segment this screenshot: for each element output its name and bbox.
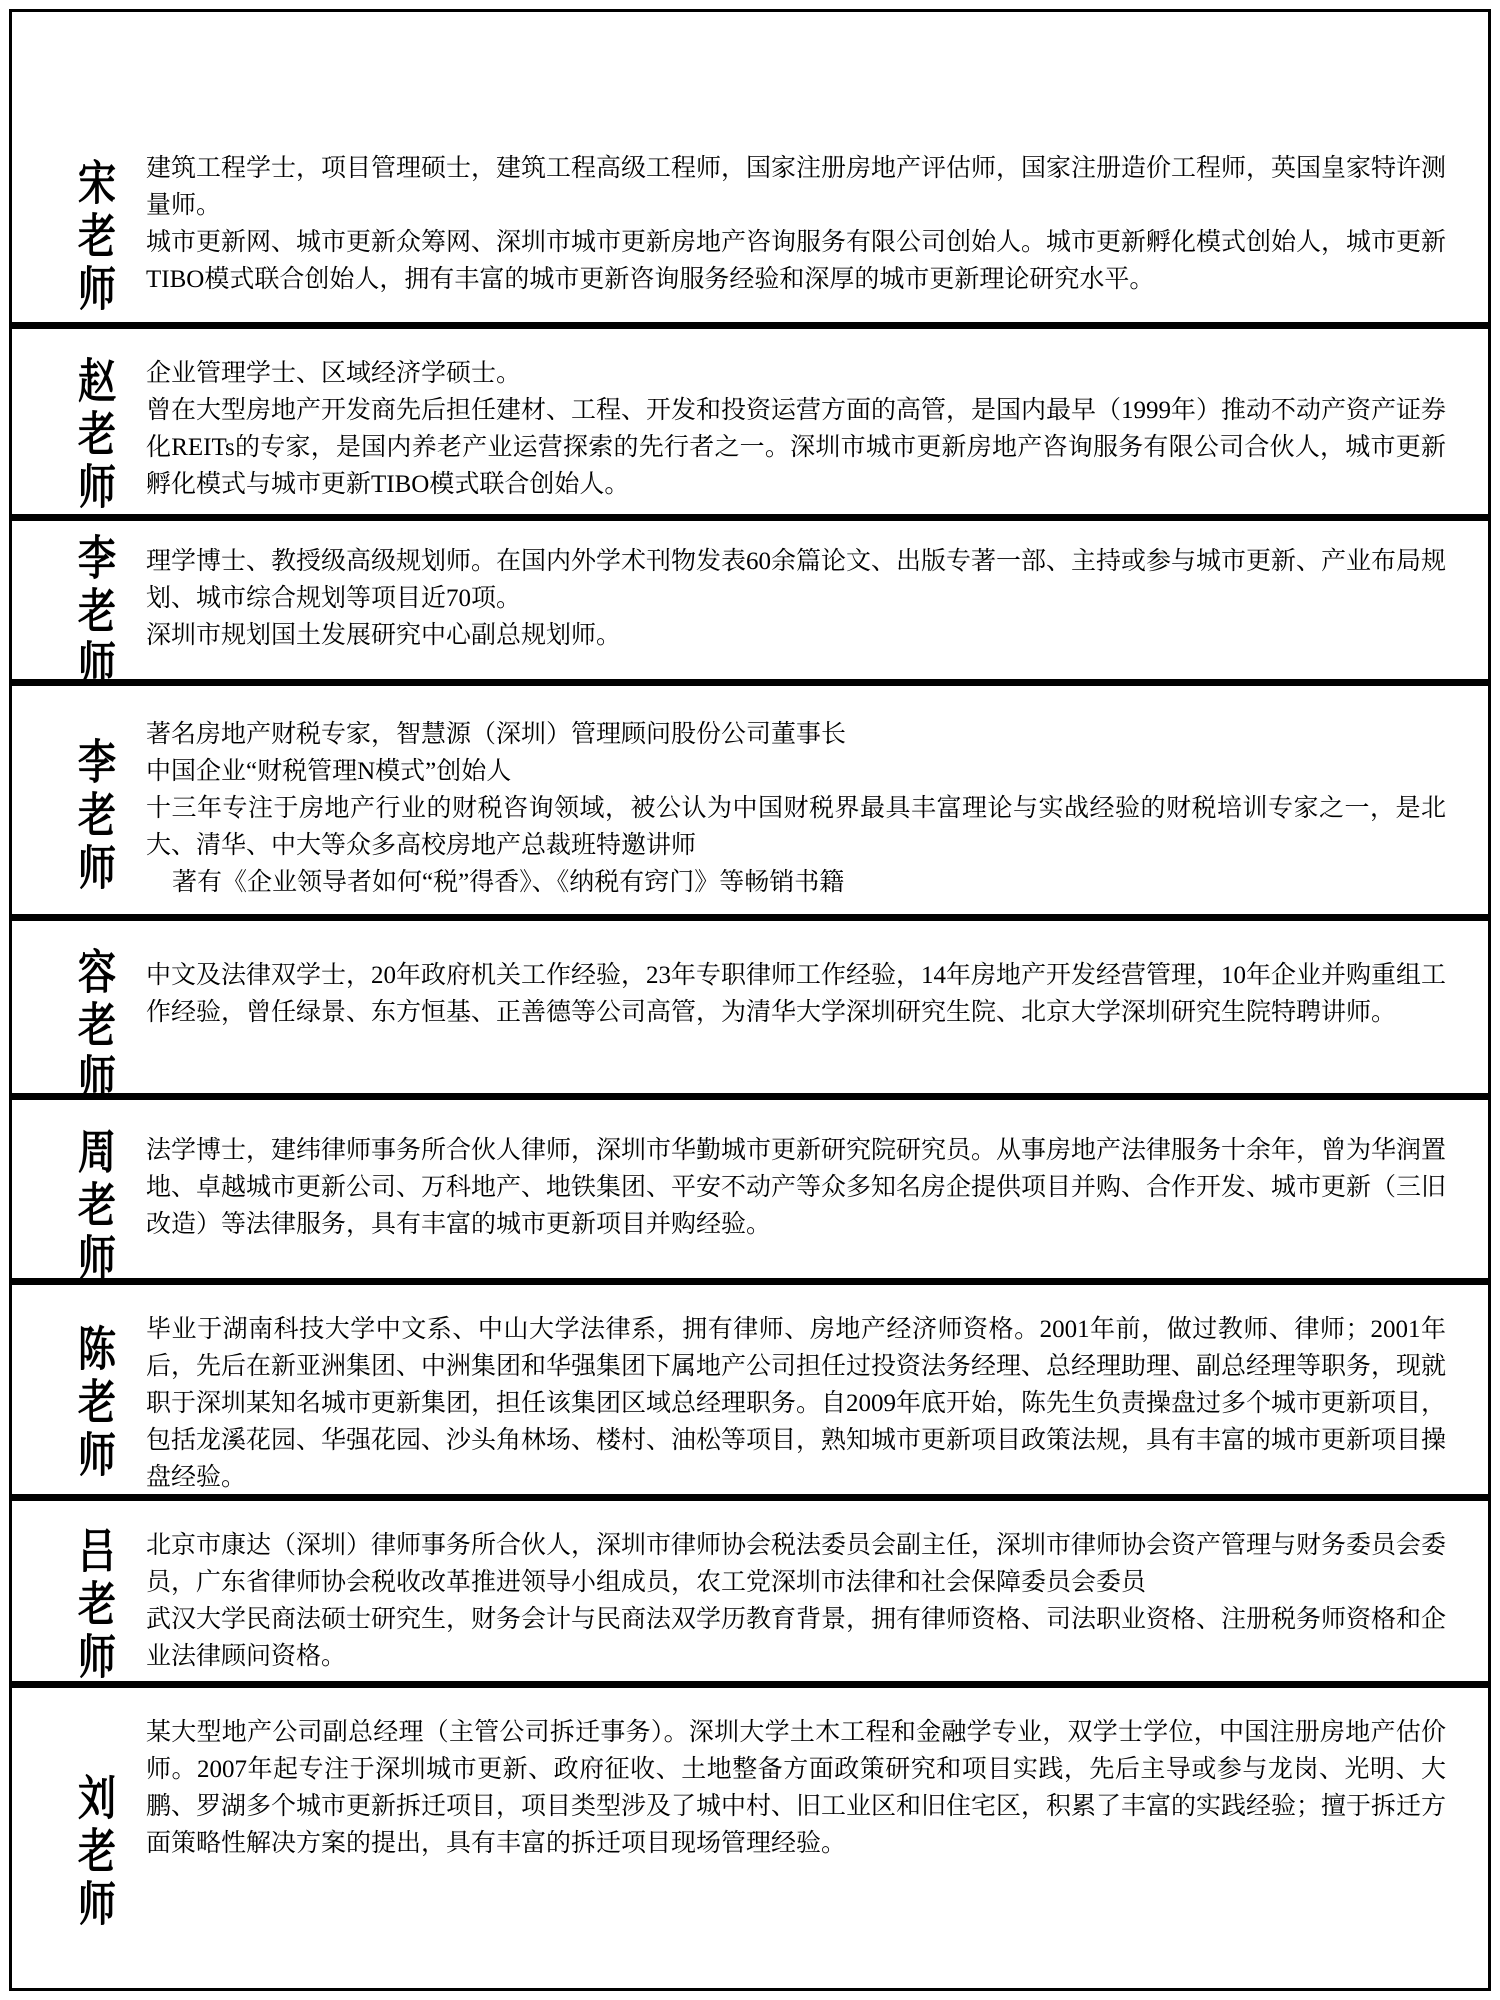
teacher-name: 李老师 — [78, 531, 116, 691]
section-divider — [12, 1494, 1488, 1501]
teacher-section — [12, 1285, 1488, 1494]
bio-paragraph: 理学博士、教授级高级规划师。在国内外学术刊物发表60余篇论文、出版专著一部、主持或参与城市更新、产业布局规划、城市综合规划等项目近70项。 — [146, 548, 1447, 612]
teacher-bio — [122, 1527, 1446, 1681]
teacher-name: 赵老师 — [78, 354, 116, 515]
teacher-name-column — [72, 1125, 122, 1285]
teacher-name: 李老师 — [78, 735, 116, 895]
teacher-section — [12, 521, 1488, 691]
bio-paragraph: 武汉大学民商法硕士研究生，财务会计与民商法双学历教育背景，拥有律师资格、司法职业资格、注册税务师资格和企业法律顾问资格。 — [146, 1606, 1447, 1670]
section-divider — [12, 1681, 1488, 1688]
teacher-name: 陈老师 — [78, 1322, 116, 1483]
teacher-name-column — [72, 355, 122, 514]
teacher-bio — [122, 1132, 1446, 1278]
bio-paragraph: 深圳市规划国土发展研究中心副总规划师。 — [146, 622, 622, 649]
teacher-name-column — [72, 716, 122, 914]
bio-paragraph: 著有《企业领导者如何“税”得香》、《纳税有窍门》等畅销书籍 — [172, 869, 845, 896]
bio-paragraph: 曾在大型房地产开发商先后担任建材、工程、开发和投资运营方面的高管，是国内最早（1999年）推动不动产资产证券化REITs的专家，是国内养老产业运营探索的先行者之一。深圳市城市更新房地产咨询服务有限公司合伙人，城市更新孵化模式与城市更新TIBO模式联合创始人。 — [146, 397, 1447, 498]
bio-paragraph: 企业管理学士、区域经济学硕士。 — [146, 360, 522, 387]
section-divider — [12, 514, 1488, 521]
teacher-name-column — [72, 531, 122, 691]
bio-paragraph: 建筑工程学士，项目管理硕士，建筑工程高级工程师，国家注册房地产评估师，国家注册造价工程师，英国皇家特许测量师。 — [146, 155, 1447, 219]
teacher-section — [12, 1501, 1488, 1684]
bio-paragraph: 中文及法律双学士，20年政府机关工作经验，23年专职律师工作经验，14年房地产开发经营管理，10年企业并购重组工作经验，曾任绿景、东方恒基、正善德等公司高管，为清华大学深圳研究生院、北京大学深圳研究生院特聘讲师。 — [146, 962, 1447, 1026]
teacher-bio — [122, 543, 1446, 679]
teacher-name: 吕老师 — [78, 1524, 116, 1684]
section-divider — [12, 1093, 1488, 1100]
teacher-bio — [122, 957, 1446, 1093]
teacher-section — [12, 1100, 1488, 1285]
teacher-bio — [122, 1311, 1446, 1494]
page-border — [9, 9, 1491, 1991]
teacher-name-column — [72, 1524, 122, 1684]
teacher-section — [12, 329, 1488, 514]
teacher-section — [12, 1688, 1488, 1988]
teacher-section — [12, 12, 1488, 322]
section-divider — [12, 322, 1488, 329]
bio-paragraph: 著名房地产财税专家，智慧源（深圳）管理顾问股份公司董事长 — [146, 721, 847, 748]
section-divider — [12, 914, 1488, 921]
teacher-section — [12, 921, 1488, 1105]
bio-paragraph: 毕业于湖南科技大学中文系、中山大学法律系，拥有律师、房地产经济师资格。2001年前，做过教师、律师；2001年后，先后在新亚洲集团、中洲集团和华强集团下属地产公司担任过投资法务经理、总经理助理、副总经理等职务，现就职于深圳某知名城市更新集团，担任该集团区域总经理职务。自2009年底开始，陈先生负责操盘过多个城市更新项目，包括龙溪花园、华强花园、沙头角林场、楼村、油松等项目，熟知城市更新项目政策法规，具有丰富的城市更新项目操盘经验。 — [146, 1316, 1447, 1491]
teacher-name: 周老师 — [78, 1125, 116, 1285]
teacher-name: 宋老师 — [78, 156, 116, 316]
teacher-bio — [122, 150, 1446, 322]
teacher-name-column — [72, 1311, 122, 1494]
bio-paragraph: 中国企业“财税管理N模式”创始人 — [146, 758, 512, 785]
teacher-section — [12, 686, 1488, 914]
teacher-name-column — [72, 150, 122, 322]
teacher-name-column — [72, 945, 122, 1105]
section-divider — [12, 1278, 1488, 1285]
teacher-bio — [122, 1714, 1446, 1988]
bio-paragraph: 法学博士，建纬律师事务所合伙人律师，深圳市华勤城市更新研究院研究员。从事房地产法律服务十余年，曾为华润置地、卓越城市更新公司、万科地产、地铁集团、平安不动产等众多知名房企提供项目并购、合作开发、城市更新（三旧改造）等法律服务，具有丰富的城市更新项目并购经验。 — [146, 1137, 1447, 1238]
teacher-name: 刘老师 — [78, 1771, 116, 1931]
bio-paragraph: 北京市康达（深圳）律师事务所合伙人，深圳市律师协会税法委员会副主任，深圳市律师协会资产管理与财务委员会委员，广东省律师协会税收改革推进领导小组成员，农工党深圳市法律和社会保障委员会委员 — [146, 1532, 1447, 1596]
teacher-bio — [122, 716, 1446, 914]
section-divider — [12, 679, 1488, 686]
bio-paragraph: 城市更新网、城市更新众筹网、深圳市城市更新房地产咨询服务有限公司创始人。城市更新孵化模式创始人，城市更新TIBO模式联合创始人，拥有丰富的城市更新咨询服务经验和深厚的城市更新理论研究水平。 — [146, 229, 1447, 293]
bio-paragraph: 某大型地产公司副总经理（主管公司拆迁事务）。深圳大学土木工程和金融学专业，双学士学位，中国注册房地产估价师。2007年起专注于深圳城市更新、政府征收、土地整备方面政策研究和项目实践，先后主导或参与龙岗、光明、大鹏、罗湖多个城市更新拆迁项目，项目类型涉及了城中村、旧工业区和旧住宅区，积累了丰富的实践经验；擅于拆迁方面策略性解决方案的提出，具有丰富的拆迁项目现场管理经验。 — [146, 1719, 1447, 1857]
bio-paragraph: 十三年专注于房地产行业的财税咨询领域，被公认为中国财税界最具丰富理论与实战经验的财税培训专家之一，是北大、清华、中大等众多高校房地产总裁班特邀讲师 — [146, 795, 1446, 859]
teacher-name: 容老师 — [78, 945, 116, 1105]
teacher-bio — [122, 355, 1446, 514]
teacher-name-column — [72, 1714, 122, 1988]
